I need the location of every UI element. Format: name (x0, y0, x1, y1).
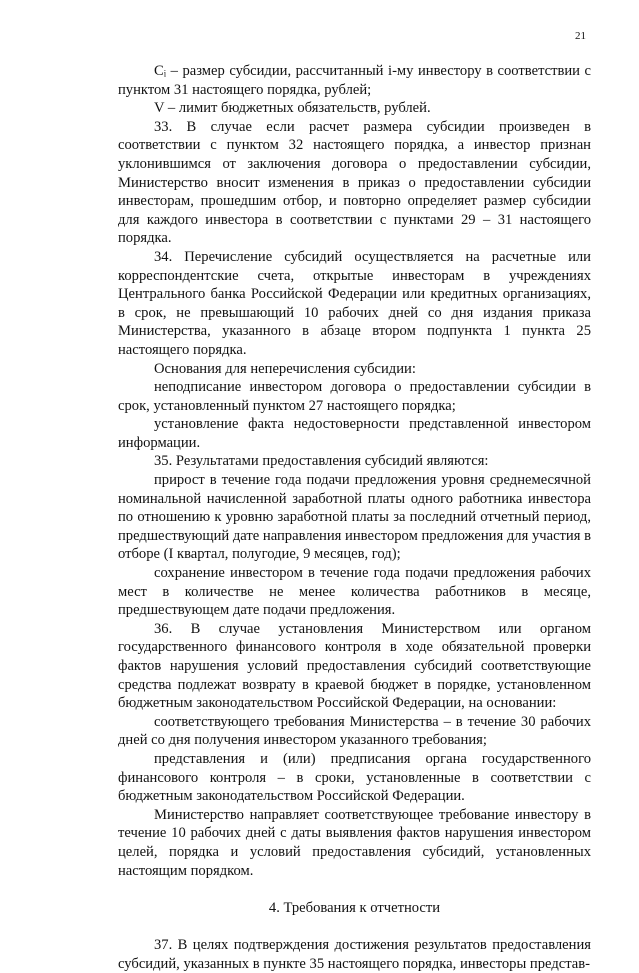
document-body (118, 62, 591, 973)
paragraph-basis-1: соответствующего требования Министерства – в течение 30 рабочих дней со дня получения инвестором указанного требования; (118, 713, 591, 749)
paragraph-grounds-title: Основания для неперечисления субсидии: (154, 360, 416, 377)
paragraph-basis-2: представления и (или) предписания органа государственного финансового контроля – в сроки, установленные в соответствии с бюджетным законодательством Российской Федерации. (118, 750, 591, 805)
paragraph-35: 35. Результатами предоставления субсидий являются: (154, 453, 489, 470)
paragraph-result-2: сохранение инвестором в течение года подачи предложения рабочих мест в количестве не менее количества работников в месяце, предшествующем дате подачи предложения. (118, 565, 591, 619)
paragraph-34: 34. Перечисление субсидий осуществляется на расчетные или корреспондентские счета, открытые инвесторам в учреждениях Центрального банка Российской Федерации или кредитных организациях, в срок, не превышающий 10 рабочих дней со дня издания приказа Министерства, указанного в абзаце втором подпункта 1 пункта 25 настоящего порядка. (118, 248, 591, 358)
paragraph-37: 37. В целях подтверждения достижения результатов предоставления субсидий, указанных в пункте 35 настоящего порядка, инвесторы представ- (118, 936, 591, 972)
paragraph-ground-2: установление факта недостоверности представленной инвестором информации. (118, 416, 591, 451)
paragraph-v-definition: V – лимит бюджетных обязательств, рублей. (154, 100, 431, 117)
page-number: 21 (575, 30, 586, 42)
section-heading: 4. Требования к отчетности (268, 899, 441, 916)
paragraph-36: 36. В случае установления Министерством или органом государственного финансового контроля в ходе обязательной проверки фактов нарушения условий предоставления субсидий соответствующие средства подлежат возврату в краевой бюджет в порядке, установленном бюджетным законодательством Российской Федерации, на основании: (118, 620, 591, 712)
paragraph-33: 33. В случае если расчет размера субсидии произведен в соответствии с пунктом 32 настоящего порядка, а инвестор признан уклонившимся от заключения договора о предоставлении субсидии, Министерство вносит изменения в приказ о предоставлении субсидии инвесторам, прошедшим отбор, и повторно определяет размер субсидии для каждого инвестора в соответствии с пунктами 29 – 31 настоящего порядка. (118, 118, 591, 247)
paragraph-result-1: прирост в течение года подачи предложения уровня среднемесячной номинальной начисленной заработной платы одного работника инвестора по отношению к уровню заработной платы за последний отчетный период, предшествующий дате направления инвестором предложения для участия в отборе (I квартал, полугодие, 9 месяцев, год); (118, 472, 591, 563)
paragraph-ground-1: неподписание инвестором договора о предоставлении субсидии в срок, установленный пунктом 27 настоящего порядка; (118, 379, 591, 414)
paragraph-ci-definition: Cᵢ – размер субсидии, рассчитанный i-му инвестору в соответствии с пунктом 31 настоящего порядка, рублей; (118, 63, 591, 98)
paragraph-ministry-request: Министерство направляет соответствующее требование инвестору в течение 10 рабочих дней с даты выявления фактов нарушения инвестором целей, порядка и условий предоставления субсидий, установленных настоящим порядком. (118, 806, 591, 879)
